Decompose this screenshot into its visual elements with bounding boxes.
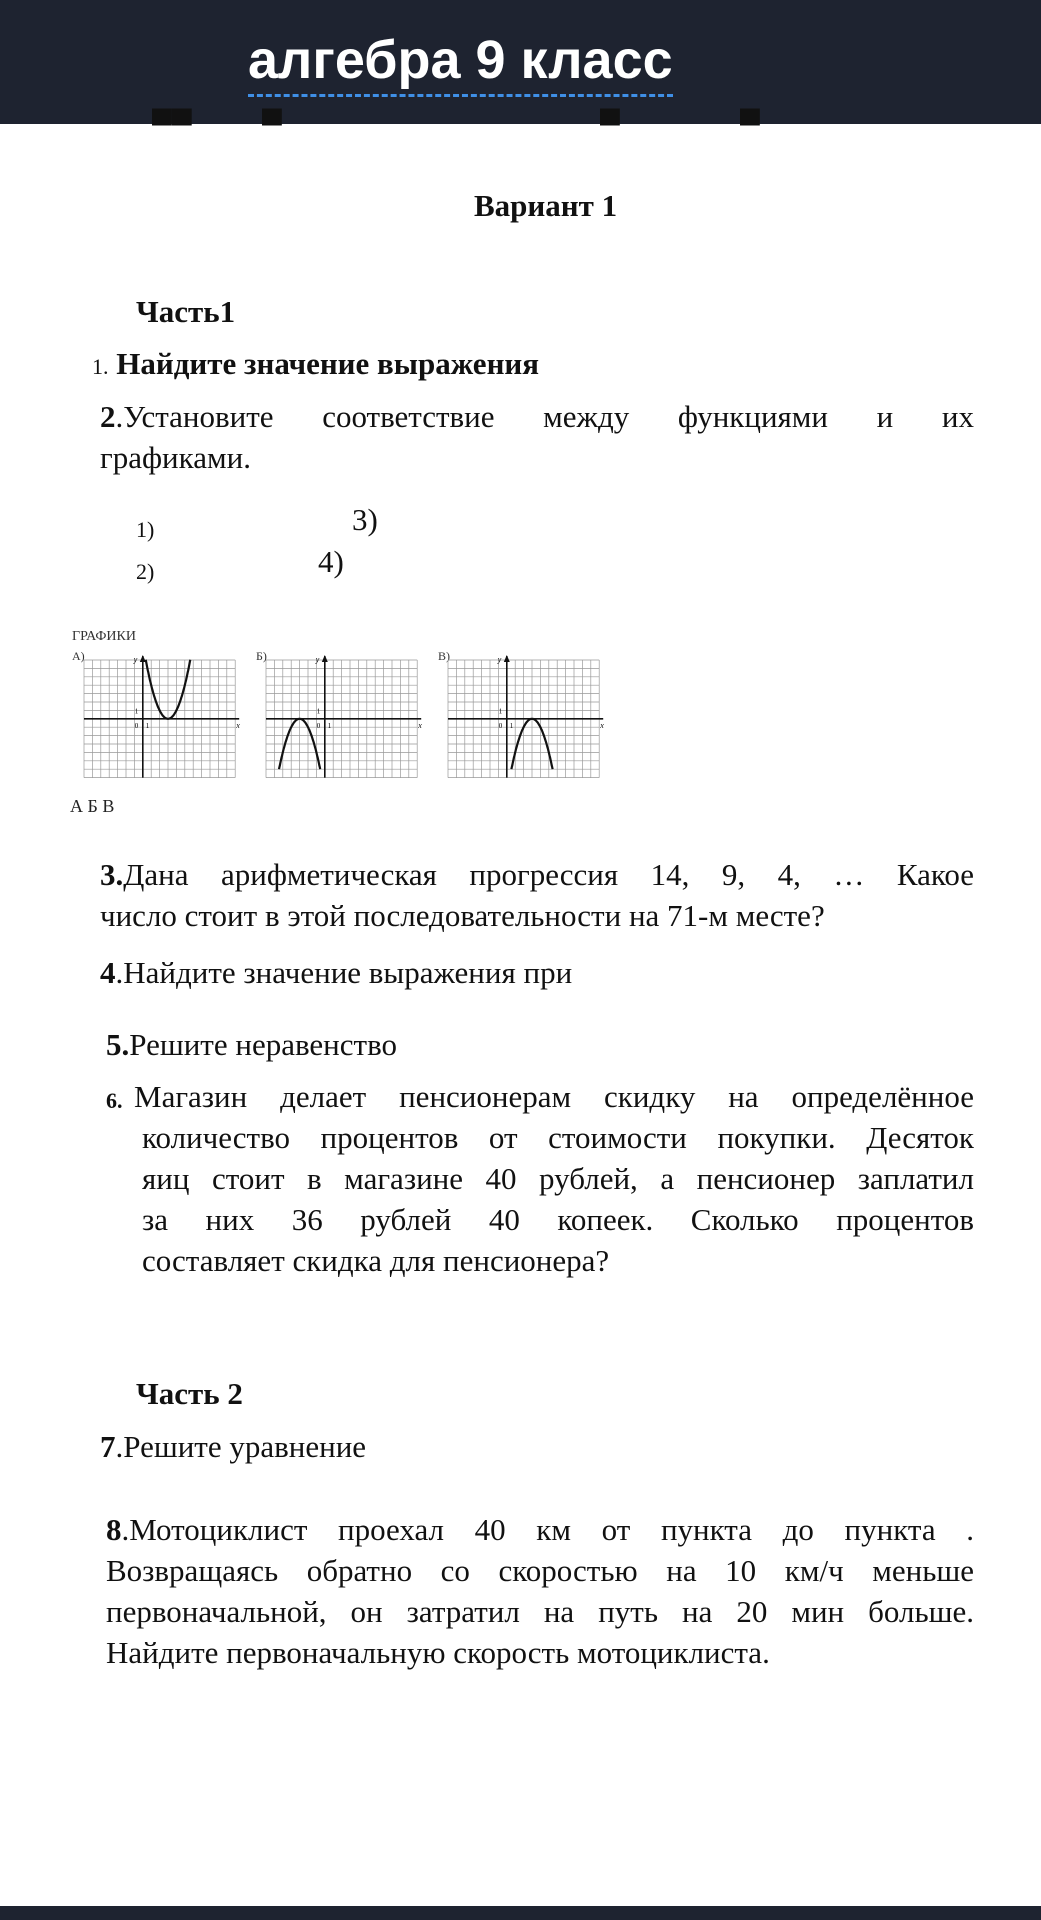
question-2-line2: графиками.: [100, 440, 251, 475]
graph-panel-b: [266, 655, 422, 778]
graph-y-tick-1: 1: [498, 707, 503, 716]
graph-panel-a: [84, 655, 240, 778]
graph-origin-label: 0: [134, 721, 139, 730]
graph-origin-label: 0: [498, 721, 503, 730]
question-4-number: 4: [100, 955, 116, 990]
question-6-number: 6.: [106, 1088, 123, 1113]
question-8-line4: Найдите первоначальную скорость мотоциклиста.: [106, 1635, 770, 1670]
part1-heading: Часть1: [136, 294, 236, 329]
question-7-number: 7: [100, 1429, 116, 1464]
graph-x-tick-1: 1: [145, 721, 150, 730]
question-1: [92, 344, 539, 387]
question-3-number: 3.: [100, 857, 124, 892]
graph-y-label: y: [497, 655, 502, 664]
question-3-line1: [100, 855, 974, 895]
question-6-line4: за них 36 рублей 40 копеек. Сколько процентов: [142, 1202, 974, 1237]
question-4-text: .Найдите значение выражения при: [115, 955, 573, 990]
option-4: 4): [318, 544, 344, 579]
option-3: 3): [352, 502, 378, 537]
graph-y-tick-1: 1: [134, 707, 139, 716]
graph-x-tick-1: 1: [509, 721, 514, 730]
question-8-text: .Мотоциклист проехал 40 км от пункта до пункта .: [121, 1512, 974, 1547]
graph-origin-label: 0: [316, 721, 321, 730]
question-8-number: 8: [106, 1512, 122, 1547]
graph-panel-c: [448, 655, 604, 778]
graph-y-tick-1: 1: [316, 707, 321, 716]
part2-heading: Часть 2: [136, 1376, 243, 1411]
question-1-number: 1.: [92, 354, 109, 379]
question-5-text: Решите неравенство: [129, 1027, 398, 1062]
graph-y-label: y: [315, 655, 320, 664]
variant-heading: Вариант 1: [474, 188, 618, 223]
option-2: 2): [136, 559, 155, 584]
answer-row: А Б В: [70, 796, 115, 816]
graph-label-c: В): [438, 649, 450, 663]
question-6-line3: яиц стоит в магазине 40 рублей, а пенсионер заплатил: [142, 1161, 974, 1196]
question-3-line2: число стоит в этой последовательности на 71-м месте?: [100, 898, 825, 933]
question-2-text: .Установите соответствие между функциями и их: [115, 399, 974, 434]
question-6-line5: составляет скидка для пенсионера?: [142, 1243, 610, 1278]
question-3-text: Дана арифметическая прогрессия 14, 9, 4, … Какое: [123, 857, 974, 892]
bottom-bar: [0, 1906, 1041, 1920]
question-8-line3: первоначальной, он затратил на путь на 20 мин больше.: [106, 1594, 974, 1629]
cropped-heading-fragment: ▀▀ ▀ ▀ ▀: [152, 110, 760, 141]
graph-y-label: y: [133, 655, 138, 664]
question-6-line1: Магазин делает пенсионерам скидку на определённое: [134, 1079, 974, 1114]
graphs-figure: [70, 622, 630, 822]
graph-x-label: x: [600, 720, 604, 730]
question-6-line2: количество процентов от стоимости покупки. Десяток: [142, 1120, 974, 1155]
question-1-text: Найдите значение выражения: [116, 346, 540, 381]
question-2-line1: [100, 397, 974, 437]
question-5-number: 5.: [106, 1027, 130, 1062]
graph-x-label: x: [236, 720, 240, 730]
graph-x-tick-1: 1: [327, 721, 332, 730]
question-7-text: .Решите уравнение: [115, 1429, 367, 1464]
app-header: [0, 0, 1041, 124]
question-8-line2: Возвращаясь обратно со скоростью на 10 км/ч меньше: [106, 1553, 974, 1588]
page-title[interactable]: алгебра 9 класс: [248, 28, 673, 97]
graph-label-a: А): [72, 649, 85, 663]
question-4: [100, 953, 572, 993]
graphs-caption: ГРАФИКИ: [72, 629, 136, 644]
question-7: [100, 1427, 366, 1467]
graph-y-arrow: [322, 655, 328, 662]
option-1: 1): [136, 517, 155, 542]
question-8-line1: [106, 1510, 974, 1550]
question-2-number: 2: [100, 399, 116, 434]
question-5: [106, 1025, 397, 1065]
graph-x-label: x: [418, 720, 422, 730]
graph-label-b: Б): [256, 649, 267, 663]
graph-y-arrow: [504, 655, 510, 662]
